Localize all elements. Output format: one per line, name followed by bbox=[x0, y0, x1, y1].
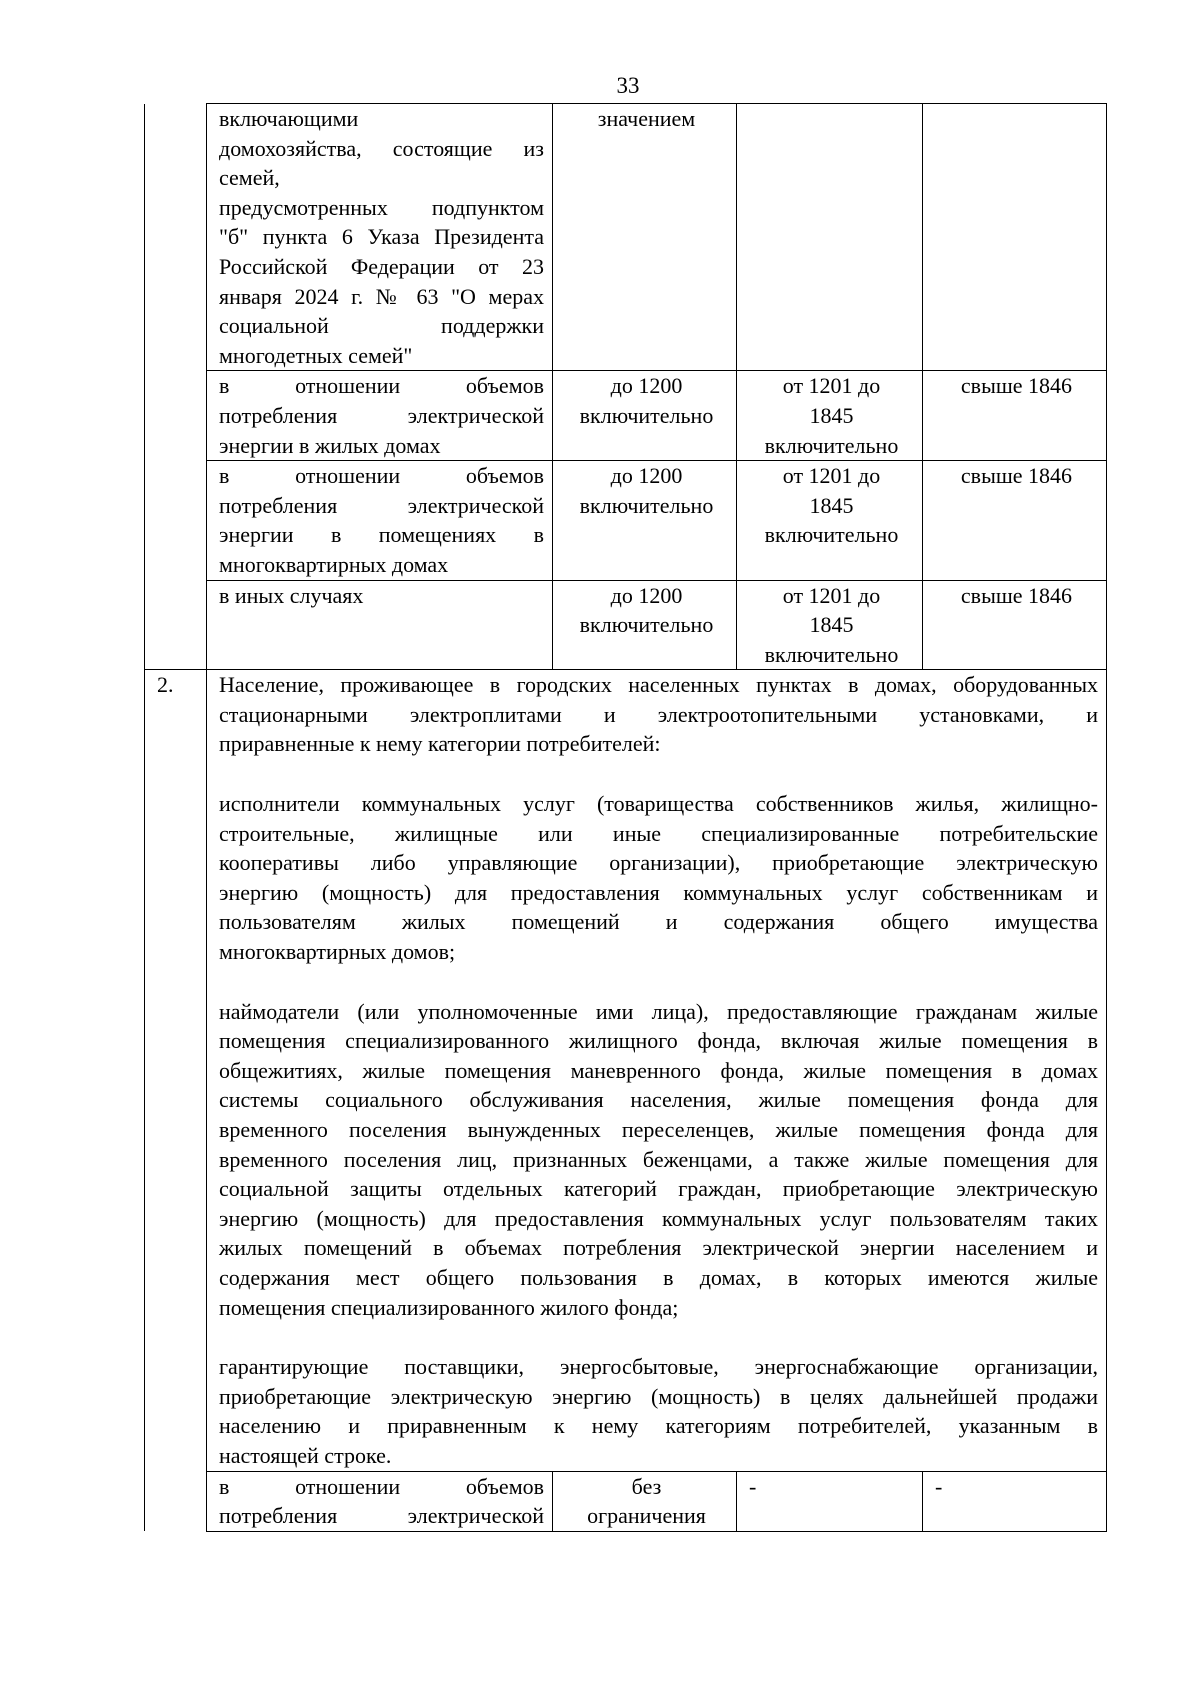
range-second-cell bbox=[737, 104, 923, 371]
row-number-cell bbox=[145, 104, 207, 371]
text-line: без bbox=[631, 1473, 662, 1499]
table-row bbox=[145, 1471, 1107, 1531]
range-second-cell bbox=[737, 580, 923, 670]
section-2-row bbox=[145, 670, 1107, 1471]
text-line: включительно bbox=[579, 402, 714, 428]
paragraph bbox=[219, 789, 1098, 967]
text-line: от 1201 до bbox=[782, 463, 881, 489]
text-line: потребления электрической bbox=[219, 1503, 544, 1529]
range-first-cell bbox=[553, 371, 737, 461]
text-line: включительно bbox=[764, 641, 899, 667]
page-number: 33 bbox=[616, 73, 640, 98]
row-number-cell bbox=[145, 371, 207, 461]
consumption-description-cell bbox=[207, 461, 553, 580]
range-second-cell bbox=[737, 461, 923, 580]
text-line: 1845 bbox=[809, 612, 854, 638]
tariff-table-body bbox=[145, 104, 1107, 1532]
text-line: - bbox=[749, 1473, 757, 1499]
text-line: до 1200 bbox=[610, 373, 683, 399]
text-line: пользователям жилых помещений и содержания общего имущества bbox=[219, 909, 1098, 935]
text-line: социальной защиты отдельных категорий граждан, приобретающие электрическую bbox=[219, 1176, 1098, 1202]
text-line: строительные, жилищные или иные специализированные потребительские bbox=[219, 820, 1098, 846]
text-line: в иных случаях bbox=[219, 582, 364, 608]
text-line: свыше 1846 bbox=[960, 373, 1073, 399]
text-line: общежитиях, жилые помещения маневренного фонда, жилые помещения в домах bbox=[219, 1057, 1098, 1083]
text-line: содержания мест общего пользования в домах, в которых имеются жилые bbox=[219, 1264, 1098, 1290]
text-line: значением bbox=[597, 106, 696, 131]
range-first-cell bbox=[553, 104, 737, 371]
consumption-description-cell bbox=[207, 104, 553, 371]
range-second-cell bbox=[737, 1471, 923, 1531]
consumption-description-cell bbox=[207, 580, 553, 670]
text-line: включительно bbox=[579, 492, 714, 518]
text-line: потребления электрической bbox=[219, 492, 544, 518]
text-line: свыше 1846 bbox=[960, 463, 1073, 489]
row-number-cell bbox=[145, 670, 207, 1471]
row-number-cell bbox=[145, 580, 207, 670]
text-line: "б" пункта 6 Указа Президента bbox=[219, 224, 544, 250]
text-line: включающими bbox=[219, 106, 359, 131]
text-line: предусмотренных подпунктом bbox=[219, 194, 544, 220]
text-line: от 1201 до bbox=[782, 582, 881, 608]
range-first-cell bbox=[553, 1471, 737, 1531]
text-line: многоквартирных домов; bbox=[219, 939, 456, 965]
text-line: Российской Федерации от 23 bbox=[219, 253, 544, 279]
section-2-description bbox=[207, 670, 1107, 1471]
text-line: 1845 bbox=[809, 402, 854, 428]
text-line: временного поселения вынужденных переселенцев, жилые помещения фонда для bbox=[219, 1117, 1098, 1142]
table-row bbox=[145, 580, 1107, 670]
text-line: в отношении объемов bbox=[219, 463, 544, 489]
range-first-cell bbox=[553, 580, 737, 670]
consumption-description-cell bbox=[207, 1471, 553, 1531]
text-line: многодетных семей" bbox=[219, 342, 413, 368]
text-line: помещения специализированного жилищного фонда, включая жилые помещения в bbox=[219, 1028, 1098, 1054]
range-third-cell bbox=[923, 104, 1107, 371]
text-line: социальной поддержки bbox=[219, 313, 544, 339]
text-line: системы социального обслуживания населения, жилые помещения фонда для bbox=[219, 1087, 1098, 1113]
table-row bbox=[145, 104, 1107, 371]
table-row bbox=[145, 461, 1107, 580]
text-line: домохозяйства, состоящие из bbox=[219, 135, 544, 161]
text-line: ограничения bbox=[587, 1503, 706, 1529]
range-third-cell bbox=[923, 1471, 1107, 1531]
consumption-description-cell bbox=[207, 371, 553, 461]
text-line: многоквартирных домах bbox=[219, 551, 449, 577]
text-line: гарантирующие поставщики, энергосбытовые, энергоснабжающие организации, bbox=[219, 1354, 1098, 1380]
range-first-cell bbox=[553, 461, 737, 580]
text-line: свыше 1846 bbox=[960, 582, 1073, 608]
table-row bbox=[145, 371, 1107, 461]
row-number-cell bbox=[145, 461, 207, 580]
text-line: энергию (мощность) для предоставления коммунальных услуг пользователям таких bbox=[219, 1205, 1098, 1231]
text-line: энергии в жилых домах bbox=[219, 432, 441, 458]
text-line: приобретающие электрическую энергию (мощность) в целях дальнейшей продажи bbox=[219, 1383, 1098, 1409]
text-line: семей, bbox=[219, 165, 280, 191]
text-line: включительно bbox=[764, 432, 899, 458]
text-line: в отношении объемов bbox=[219, 1473, 544, 1499]
range-third-cell bbox=[923, 371, 1107, 461]
text-line: временного поселения лиц, признанных беженцами, а также жилые помещения для bbox=[219, 1146, 1098, 1172]
text-line: кооперативы либо управляющие организации), приобретающие электрическую bbox=[219, 850, 1098, 876]
text-line: 1845 bbox=[809, 492, 854, 518]
text-line: стационарными электроплитами и электроотопительными установками, и bbox=[219, 701, 1098, 727]
paragraph bbox=[219, 670, 1098, 759]
text-line: наймодатели (или уполномоченные ими лица), предоставляющие гражданам жилые bbox=[219, 998, 1098, 1024]
paragraph bbox=[219, 1352, 1098, 1470]
tariff-table bbox=[144, 103, 1107, 1532]
text-line: включительно bbox=[579, 612, 714, 638]
text-line: от 1201 до bbox=[782, 373, 881, 399]
paragraph bbox=[219, 997, 1098, 1323]
text-line: января 2024 г. № 63 "О мерах bbox=[219, 283, 544, 309]
text-line: потребления электрической bbox=[219, 402, 544, 428]
text-line: в отношении объемов bbox=[219, 373, 544, 399]
range-second-cell bbox=[737, 371, 923, 461]
text-line: жилых помещений в объемах потребления электрической энергии населением и bbox=[219, 1235, 1098, 1261]
text-line: приравненные к нему категории потребителей: bbox=[219, 731, 661, 757]
text-line: энергию (мощность) для предоставления коммунальных услуг собственникам и bbox=[219, 879, 1098, 905]
range-third-cell bbox=[923, 461, 1107, 580]
row-number-cell bbox=[145, 1471, 207, 1531]
text-line: - bbox=[935, 1473, 943, 1499]
text-line: до 1200 bbox=[610, 582, 683, 608]
text-line: настоящей строке. bbox=[219, 1442, 392, 1468]
text-line: населению и приравненным к нему категориям потребителей, указанным в bbox=[219, 1413, 1098, 1439]
text-line: включительно bbox=[764, 522, 899, 548]
text-line: помещения специализированного жилого фонда; bbox=[219, 1294, 679, 1320]
text-line: Население, проживающее в городских населенных пунктах в домах, оборудованных bbox=[219, 672, 1098, 698]
text-line: до 1200 bbox=[610, 463, 683, 489]
row-number: 2. bbox=[157, 672, 174, 698]
range-third-cell bbox=[923, 580, 1107, 670]
text-line: энергии в помещениях в bbox=[219, 522, 544, 548]
text-line: исполнители коммунальных услуг (товарищества собственников жилья, жилищно- bbox=[219, 791, 1098, 817]
